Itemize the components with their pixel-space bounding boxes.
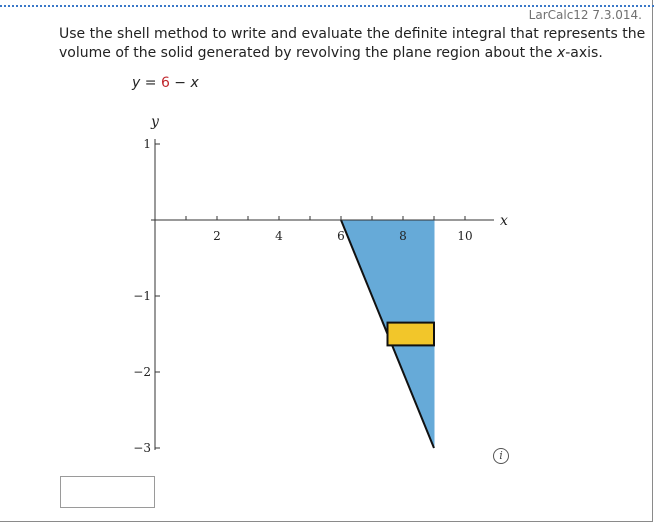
y-tick-label: 1 [143,137,151,151]
problem-axis-variable: x [556,45,566,61]
y-axis-label: y [151,114,159,130]
x-tick-label: 6 [337,229,345,243]
equation-variable: x [190,75,199,91]
x-axis-label: x [500,213,508,229]
y-tick-label: −3 [133,441,151,455]
info-icon[interactable]: i [493,448,509,464]
x-tick-label: 4 [275,229,283,243]
y-tick-label: −2 [133,365,151,379]
problem-reference: LarCalc12 7.3.014. [528,8,642,22]
problem-text-before: Use the shell method to write and evaluate the definite integral that represents the volume of the solid generated by revolving the plane region about the [59,26,646,61]
x-tick-label: 8 [399,229,407,243]
answer-input[interactable] [60,476,155,508]
y-tick-label: −1 [133,289,151,303]
representative-rectangle [388,323,435,346]
equation-constant: 6 [160,75,170,91]
equation-equals: = [140,75,161,91]
x-tick-label: 10 [457,229,473,243]
x-tick-label: 2 [213,229,221,243]
equation-minus: − [169,75,191,91]
equation-lhs: y [132,75,141,91]
problem-text-after: -axis. [565,45,603,61]
